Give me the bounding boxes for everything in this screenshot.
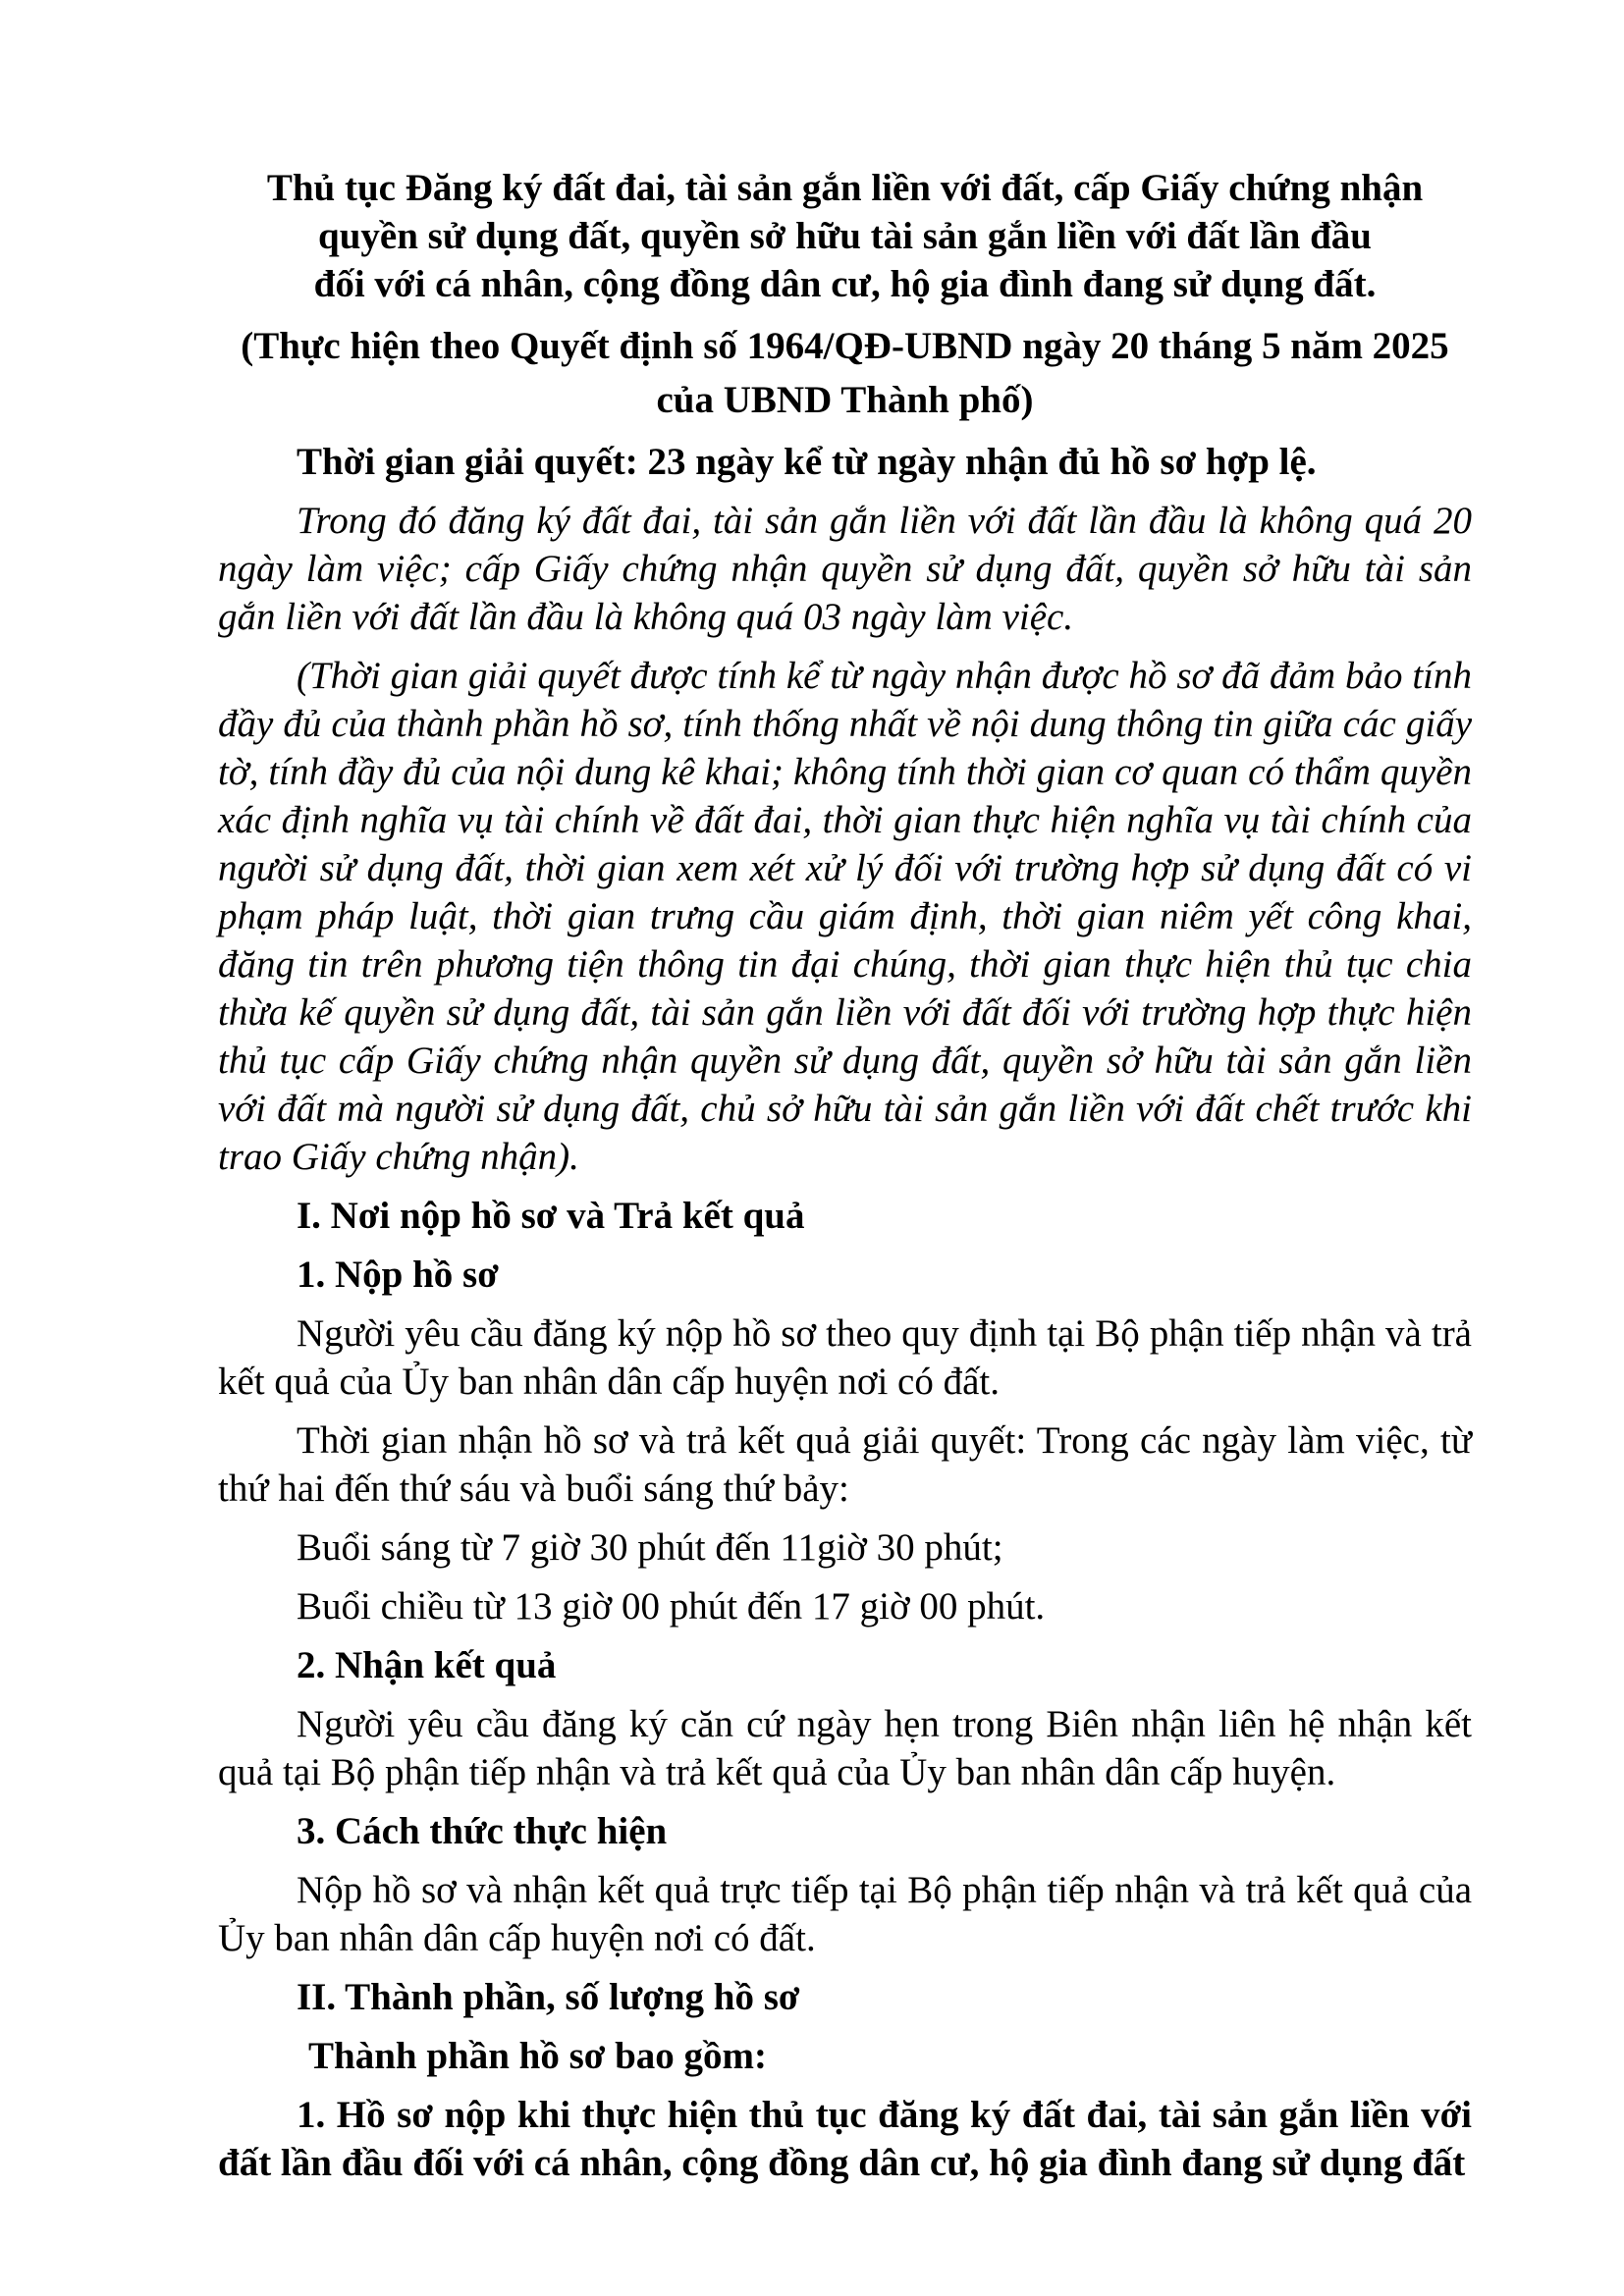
subtitle-line-2: của UBND Thành phố): [656, 379, 1034, 421]
title-line-2: quyền sử dụng đất, quyền sở hữu tài sản gắn liền với đất lần đầu: [318, 215, 1372, 257]
components-intro: Thành phần hồ sơ bao gồm:: [308, 2035, 768, 2077]
para-receive-result: Người yêu cầu đăng ký căn cứ ngày hẹn trong Biên nhận liên hệ nhận kết quả tại Bộ phận tiếp nhận và trả kết quả của Ủy ban nhân dân cấp huyện.: [218, 1703, 1472, 1793]
morning-hours: Buổi sáng từ 7 giờ 30 phút đến 11giờ 30 phút;: [297, 1526, 1003, 1569]
components-item-1: 1. Hồ sơ nộp khi thực hiện thủ tục đăng ký đất đai, tài sản gắn liền với đất lần đầu đối với cá nhân, cộng đồng dân cư, hộ gia đình đang sử dụng đất: [218, 2094, 1472, 2184]
sub-1-2-heading: 2. Nhận kết quả: [297, 1644, 557, 1686]
title-line-3: đối với cá nhân, cộng đồng dân cư, hộ gia đình đang sử dụng đất.: [313, 263, 1377, 305]
para-submit-time: Thời gian nhận hồ sơ và trả kết quả giải quyết: Trong các ngày làm việc, từ thứ hai đến thứ sáu và buổi sáng thứ bảy:: [218, 1419, 1472, 1510]
section-2-heading: II. Thành phần, số lượng hồ sơ: [297, 1976, 800, 2018]
note-duration: Trong đó đăng ký đất đai, tài sản gắn liền với đất lần đầu là không quá 20 ngày làm việc; cấp Giấy chứng nhận quyền sử dụng đất, quyền sở hữu tài sản gắn liền với đất lần đầu là không quá 03 ngày làm việc.: [218, 500, 1472, 638]
subtitle-line-1: (Thực hiện theo Quyết định số 1964/QĐ-UBND ngày 20 tháng 5 năm 2025: [241, 325, 1449, 367]
afternoon-hours: Buổi chiều từ 13 giờ 00 phút đến 17 giờ 00 phút.: [297, 1585, 1046, 1628]
para-submit-place: Người yêu cầu đăng ký nộp hồ sơ theo quy định tại Bộ phận tiếp nhận và trả kết quả của Ủy ban nhân dân cấp huyện nơi có đất.: [218, 1312, 1472, 1403]
para-method: Nộp hồ sơ và nhận kết quả trực tiếp tại Bộ phận tiếp nhận và trả kết quả của Ủy ban nhân dân cấp huyện nơi có đất.: [218, 1869, 1472, 1959]
document-subtitle: [218, 319, 1472, 427]
sub-1-3-heading: 3. Cách thức thực hiện: [297, 1810, 668, 1852]
processing-time: Thời gian giải quyết: 23 ngày kể từ ngày nhận đủ hồ sơ hợp lệ.: [297, 441, 1317, 483]
sub-1-1-heading: 1. Nộp hồ sơ: [297, 1254, 499, 1296]
title-line-1: Thủ tục Đăng ký đất đai, tài sản gắn liền với đất, cấp Giấy chứng nhận: [266, 167, 1424, 209]
document-title: [218, 164, 1472, 308]
note-detail: (Thời gian giải quyết được tính kể từ ngày nhận được hồ sơ đã đảm bảo tính đầy đủ của thành phần hồ sơ, tính thống nhất về nội dung thông tin giữa các giấy tờ, tính đầy đủ của nội dung kê khai; không tính thời gian cơ quan có thẩm quyền xác định nghĩa vụ tài chính về đất đai, thời gian thực hiện nghĩa vụ tài chính của người sử dụng đất, thời gian xem xét xử lý đối với trường hợp sử dụng đất có vi phạm pháp luật, thời gian trưng cầu giám định, thời gian niêm yết công khai, đăng tin trên phương tiện thông tin đại chúng, thời gian thực hiện thủ tục chia thừa kế quyền sử dụng đất, tài sản gắn liền với đất đối với trường hợp thực hiện thủ tục cấp Giấy chứng nhận quyền sử dụng đất, quyền sở hữu tài sản gắn liền với đất mà người sử dụng đất, chủ sở hữu tài sản gắn liền với đất chết trước khi trao Giấy chứng nhận).: [218, 655, 1472, 1178]
section-1-heading: I. Nơi nộp hồ sơ và Trả kết quả: [297, 1195, 805, 1237]
